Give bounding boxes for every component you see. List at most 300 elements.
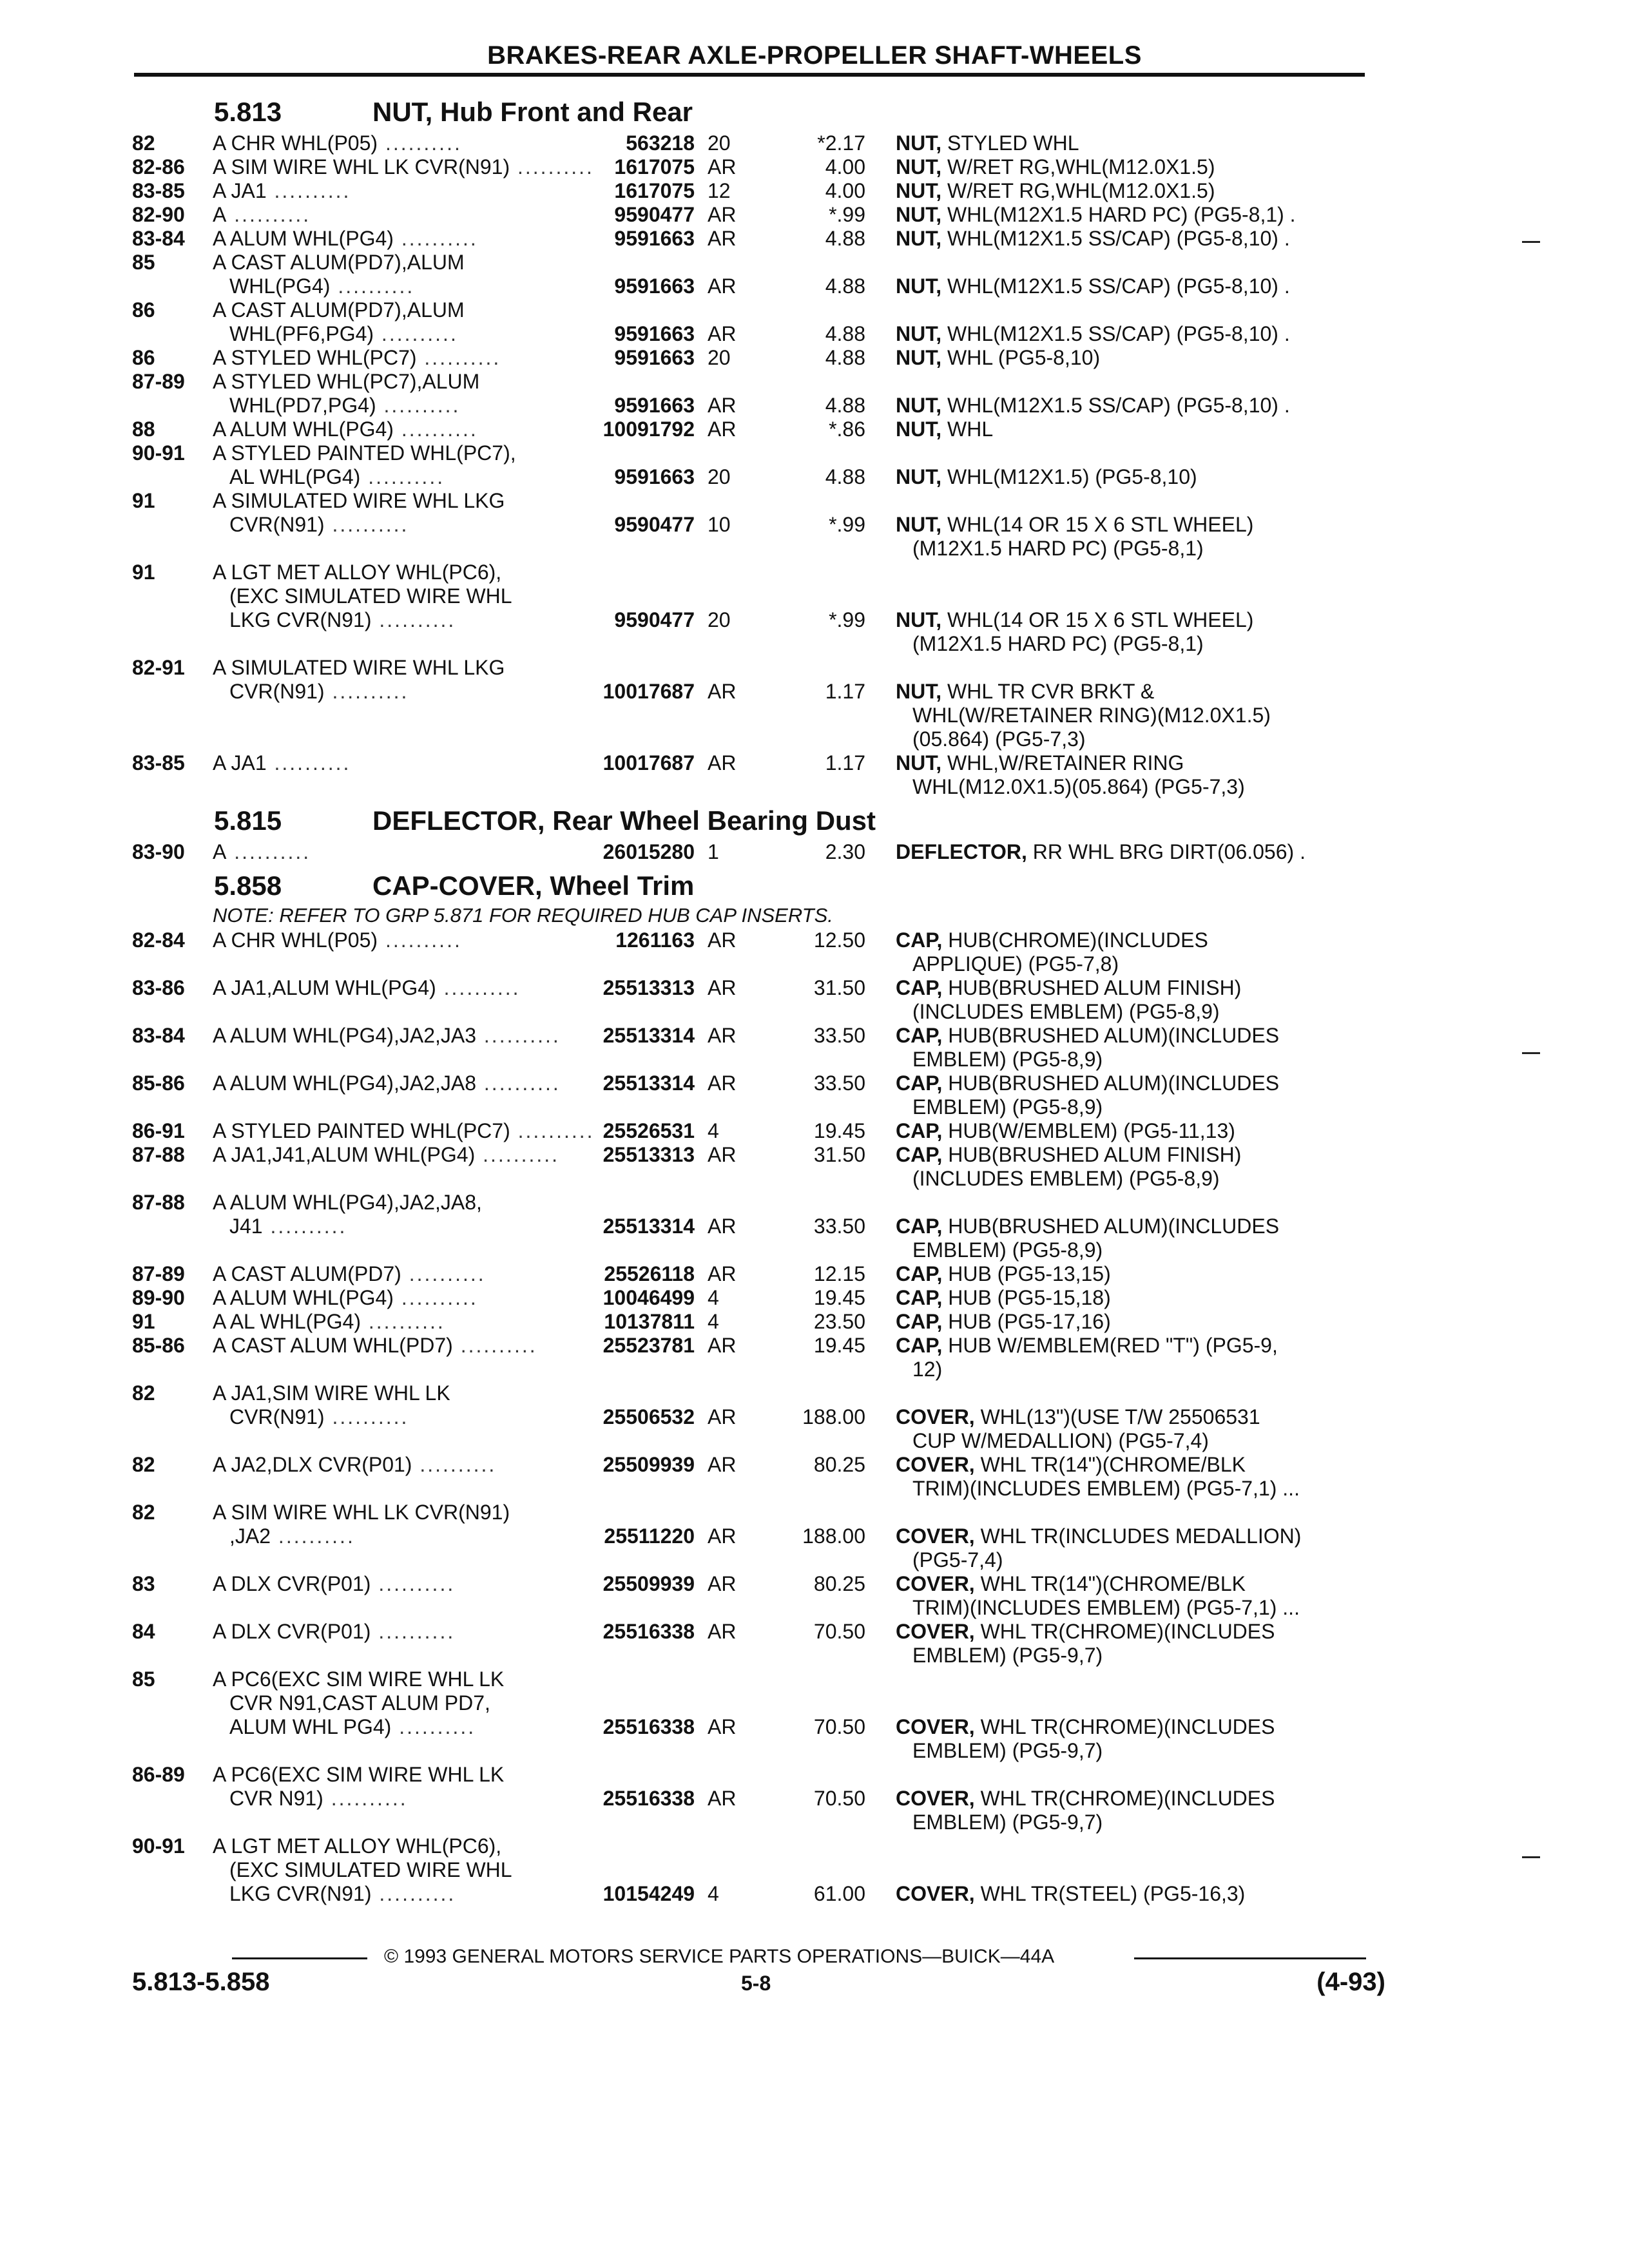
price: 19.45	[813, 1119, 865, 1142]
usage-text: A SIMULATED WIRE WHL LKG	[213, 489, 505, 512]
part-name-detail: WHL TR(14")(CHROME/BLK	[974, 1572, 1246, 1595]
price: 80.25	[813, 1572, 865, 1595]
price: 4.00	[825, 179, 865, 202]
entry-line	[0, 1048, 1629, 1072]
part-number: 9591663	[614, 274, 695, 298]
part-name	[912, 1095, 1103, 1119]
part-number: 25516338	[602, 1787, 695, 1810]
part-name-noun: NUT,	[896, 346, 942, 369]
part-name	[896, 418, 993, 441]
part-name-noun: COVER,	[896, 1787, 975, 1810]
entry-line	[0, 840, 1629, 864]
part-name	[896, 608, 1253, 632]
entry-line	[0, 1667, 1629, 1691]
part-name	[896, 465, 1197, 489]
price: 19.45	[813, 1334, 865, 1357]
section-number: 5.815	[214, 805, 282, 836]
entry-line	[0, 1787, 1629, 1811]
usage-text: A SIM WIRE WHL LK CVR(N91)	[213, 155, 510, 178]
part-entry	[0, 1501, 1629, 1572]
usage-description	[213, 489, 505, 513]
quantity: 20	[708, 346, 731, 369]
quantity: AR	[708, 274, 737, 298]
leader-dots: ..........	[271, 1524, 355, 1548]
part-name-detail: WHL TR(STEEL) (PG5-16,3)	[974, 1882, 1246, 1905]
part-name-detail: WHL TR(CHROME)(INCLUDES	[974, 1787, 1275, 1810]
entry-line	[0, 1858, 1629, 1882]
part-number: 25513314	[602, 1215, 695, 1238]
part-name-detail: W/RET RG,WHL(M12.0X1.5)	[941, 155, 1215, 178]
usage-description	[213, 1072, 561, 1095]
leader-dots: ..........	[376, 394, 461, 417]
model-years: 90-91	[132, 1834, 185, 1858]
quantity: 10	[708, 513, 731, 536]
part-name-detail: W/RET RG,WHL(M12.0X1.5)	[941, 179, 1215, 202]
footer-rule-left	[232, 1957, 367, 1959]
part-entry	[0, 1453, 1629, 1501]
part-name	[896, 1453, 1246, 1477]
quantity: AR	[708, 1453, 737, 1476]
part-name-noun: COVER,	[896, 1524, 975, 1548]
part-name	[912, 1548, 1003, 1572]
part-name-detail: HUB(BRUSHED ALUM FINISH)	[942, 1143, 1242, 1166]
usage-text: A STYLED PAINTED WHL(PC7)	[213, 1119, 510, 1142]
price: 1.17	[825, 680, 865, 703]
entry-line	[0, 584, 1629, 608]
part-entry	[0, 179, 1629, 203]
usage-description	[229, 322, 458, 346]
leader-dots: ..........	[510, 1119, 595, 1142]
part-name-detail: TRIM)(INCLUDES EMBLEM) (PG5-7,1) ...	[912, 1477, 1300, 1500]
quantity: AR	[708, 227, 737, 250]
usage-description	[213, 1572, 455, 1596]
part-name	[896, 1715, 1275, 1739]
section-header	[0, 864, 1629, 905]
entry-line	[0, 274, 1629, 298]
part-name-noun: DEFLECTOR,	[896, 840, 1027, 863]
section-title: NUT, Hub Front and Rear	[372, 97, 693, 127]
part-number: 563218	[626, 131, 695, 155]
quantity: 20	[708, 131, 731, 155]
part-name	[912, 727, 1086, 751]
usage-text: A STYLED WHL(PC7)	[213, 346, 417, 369]
entry-line	[0, 1358, 1629, 1381]
part-name	[912, 1358, 942, 1381]
part-name	[896, 680, 1154, 704]
entry-line	[0, 1143, 1629, 1167]
part-number: 26015280	[602, 840, 695, 863]
leader-dots: ..........	[371, 1882, 456, 1905]
part-name-noun: NUT,	[896, 751, 942, 774]
part-name	[912, 1596, 1300, 1620]
price: 4.88	[825, 465, 865, 488]
margin-mark	[1522, 241, 1540, 243]
part-name	[896, 1262, 1111, 1286]
price: 33.50	[813, 1072, 865, 1095]
quantity: AR	[708, 418, 737, 441]
model-years: 91	[132, 561, 155, 584]
part-number: 9590477	[614, 203, 695, 226]
model-years: 85-86	[132, 1072, 185, 1095]
part-name-detail: (M12X1.5 HARD PC) (PG5-8,1)	[912, 632, 1204, 655]
part-name-detail: WHL(W/RETAINER RING)(M12.0X1.5)	[912, 704, 1271, 727]
part-name-detail: HUB (PG5-13,15)	[942, 1262, 1111, 1285]
usage-text: A CAST ALUM(PD7),ALUM	[213, 251, 465, 274]
part-number: 9591663	[614, 465, 695, 488]
usage-text: LKG CVR(N91)	[229, 1882, 372, 1905]
usage-description	[213, 840, 311, 864]
model-years: 83-85	[132, 751, 185, 774]
part-name	[896, 840, 1306, 864]
quantity: 4	[708, 1882, 719, 1905]
entry-line	[0, 1262, 1629, 1286]
part-name-detail: WHL(M12X1.5 HARD PC) (PG5-8,1) .	[941, 203, 1296, 226]
part-entry	[0, 928, 1629, 976]
entry-line	[0, 1763, 1629, 1787]
part-name-detail: RR WHL BRG DIRT(06.056) .	[1027, 840, 1306, 863]
entry-line	[0, 227, 1629, 251]
usage-description	[213, 1620, 455, 1644]
model-years: 82	[132, 131, 155, 155]
entry-line	[0, 1453, 1629, 1477]
price: 70.50	[813, 1787, 865, 1810]
part-entry	[0, 370, 1629, 418]
usage-description	[229, 608, 456, 632]
part-name	[896, 394, 1290, 418]
usage-description	[213, 155, 594, 179]
model-years: 85	[132, 1667, 155, 1691]
usage-description	[213, 418, 478, 441]
usage-text: A CAST ALUM(PD7)	[213, 1262, 401, 1285]
part-entry	[0, 298, 1629, 346]
entry-line	[0, 1238, 1629, 1262]
usage-text: A LGT MET ALLOY WHL(PC6),	[213, 561, 502, 584]
part-entry	[0, 346, 1629, 370]
part-name-noun: CAP,	[896, 1286, 943, 1309]
part-number: 25509939	[602, 1453, 695, 1476]
leader-dots: ..........	[475, 1143, 560, 1166]
copyright-text: © 1993 GENERAL MOTORS SERVICE PARTS OPERATIONS—BUICK—44A	[384, 1946, 1055, 1967]
part-name	[896, 976, 1241, 1000]
usage-text: A STYLED WHL(PC7),ALUM	[213, 370, 480, 393]
usage-text: CVR N91)	[229, 1787, 323, 1810]
part-name-noun: COVER,	[896, 1715, 975, 1738]
price: 31.50	[813, 1143, 865, 1166]
part-entry	[0, 1024, 1629, 1072]
usage-text: LKG CVR(N91)	[229, 608, 372, 631]
part-name	[896, 1024, 1279, 1048]
price: 1.17	[825, 751, 865, 774]
model-years: 89-90	[132, 1286, 185, 1309]
part-number: 25513313	[602, 1143, 695, 1166]
entry-line	[0, 1882, 1629, 1906]
leader-dots: ..........	[393, 227, 478, 250]
entry-line	[0, 656, 1629, 680]
usage-text: WHL(PF6,PG4)	[229, 322, 374, 345]
price: 70.50	[813, 1620, 865, 1643]
entry-line	[0, 751, 1629, 775]
part-name-detail: HUB W/EMBLEM(RED "T") (PG5-9,	[942, 1334, 1278, 1357]
part-name-noun: CAP,	[896, 1215, 943, 1238]
model-years: 84	[132, 1620, 155, 1643]
usage-text: A	[213, 203, 227, 226]
usage-text: A JA1,ALUM WHL(PG4)	[213, 976, 436, 999]
entry-line	[0, 1072, 1629, 1095]
part-name-detail: WHL(M12X1.5 SS/CAP) (PG5-8,10) .	[941, 322, 1290, 345]
part-entry	[0, 656, 1629, 751]
entry-line	[0, 370, 1629, 394]
usage-text: CVR(N91)	[229, 513, 325, 536]
usage-text: A LGT MET ALLOY WHL(PC6),	[213, 1834, 502, 1858]
leader-dots: ..........	[476, 1072, 561, 1095]
leader-dots: ..........	[324, 513, 409, 536]
footer-rule-right	[1134, 1957, 1366, 1959]
entry-line	[0, 394, 1629, 418]
section-header	[0, 799, 1629, 840]
price: 4.88	[825, 346, 865, 369]
quantity: AR	[708, 394, 737, 417]
entry-line	[0, 203, 1629, 227]
leader-dots: ..........	[371, 608, 456, 631]
part-number: 9591663	[614, 227, 695, 250]
part-name-noun: NUT,	[896, 155, 942, 178]
part-name-noun: COVER,	[896, 1882, 975, 1905]
usage-text: A JA2,DLX CVR(P01)	[213, 1453, 412, 1476]
usage-text: A SIM WIRE WHL LK CVR(N91)	[213, 1501, 510, 1524]
part-number: 10017687	[602, 751, 695, 774]
usage-text: A CAST ALUM WHL(PD7)	[213, 1334, 453, 1357]
entry-line	[0, 1715, 1629, 1739]
model-years: 86-91	[132, 1119, 185, 1142]
part-name-detail: HUB(BRUSHED ALUM)(INCLUDES	[942, 1024, 1280, 1047]
usage-description	[213, 928, 462, 952]
model-years: 85-86	[132, 1334, 185, 1357]
quantity: AR	[708, 1715, 737, 1738]
part-name-noun: NUT,	[896, 394, 942, 417]
leader-dots: ..........	[226, 203, 311, 226]
quantity: AR	[708, 155, 737, 178]
part-entry	[0, 1143, 1629, 1191]
usage-description	[229, 1215, 347, 1238]
usage-text: A SIMULATED WIRE WHL LKG	[213, 656, 505, 679]
part-name-noun: COVER,	[896, 1453, 975, 1476]
part-name-detail: EMBLEM) (PG5-8,9)	[912, 1238, 1103, 1262]
price: 12.50	[813, 928, 865, 952]
part-name-detail: APPLIQUE) (PG5-7,8)	[912, 952, 1119, 975]
part-name-detail: WHL(M12X1.5 SS/CAP) (PG5-8,10) .	[941, 394, 1290, 417]
quantity: AR	[708, 1215, 737, 1238]
usage-text: A JA1	[213, 751, 267, 774]
part-name	[912, 1167, 1220, 1191]
usage-text: CVR(N91)	[229, 680, 325, 703]
entry-line	[0, 1572, 1629, 1596]
model-years: 86	[132, 346, 155, 369]
part-name-detail: HUB(BRUSHED ALUM FINISH)	[942, 976, 1242, 999]
usage-description	[213, 227, 478, 251]
model-years: 86	[132, 298, 155, 322]
part-name	[896, 1787, 1275, 1811]
usage-description	[213, 298, 465, 322]
entry-line	[0, 1620, 1629, 1644]
part-entry	[0, 155, 1629, 179]
part-name-detail: WHL TR(CHROME)(INCLUDES	[974, 1715, 1275, 1738]
leader-dots: ..........	[510, 155, 594, 178]
section-number: 5.858	[214, 870, 282, 901]
part-entry	[0, 1119, 1629, 1143]
quantity: 4	[708, 1286, 719, 1309]
entry-line	[0, 131, 1629, 155]
entry-line	[0, 704, 1629, 727]
part-name-detail: EMBLEM) (PG5-9,7)	[912, 1811, 1103, 1834]
leader-dots: ..........	[324, 1405, 409, 1428]
part-name-detail: WHL	[941, 418, 994, 441]
usage-description	[213, 1286, 478, 1310]
page-footer	[0, 1946, 1629, 1997]
part-name-noun: NUT,	[896, 131, 942, 155]
part-entry	[0, 1286, 1629, 1310]
part-name	[912, 1739, 1103, 1763]
quantity: AR	[708, 751, 737, 774]
parts-catalog	[0, 90, 1629, 1906]
part-number: 25513314	[602, 1072, 695, 1095]
price: 23.50	[813, 1310, 865, 1333]
part-name-noun: COVER,	[896, 1620, 975, 1643]
part-name-detail: WHL(M12X1.5 SS/CAP) (PG5-8,10) .	[941, 227, 1290, 250]
entry-line	[0, 322, 1629, 346]
usage-description	[229, 513, 409, 537]
section-note	[0, 905, 1629, 928]
model-years: 87-89	[132, 1262, 185, 1285]
part-number: 9591663	[614, 322, 695, 345]
usage-text: A DLX CVR(P01)	[213, 1620, 371, 1643]
entry-line	[0, 1381, 1629, 1405]
usage-text: WHL(PG4)	[229, 274, 331, 298]
part-name	[896, 274, 1290, 298]
usage-description	[213, 1834, 501, 1858]
usage-text: A ALUM WHL(PG4)	[213, 227, 394, 250]
leader-dots: ..........	[412, 1453, 497, 1476]
note-text: NOTE: REFER TO GRP 5.871 FOR REQUIRED HUB CAP INSERTS.	[213, 904, 833, 927]
part-name	[912, 952, 1119, 976]
model-years: 90-91	[132, 441, 185, 465]
leader-dots: ..........	[476, 1024, 561, 1047]
entry-line	[0, 418, 1629, 441]
usage-description	[229, 1787, 408, 1811]
part-name	[896, 1620, 1275, 1644]
usage-text: A STYLED PAINTED WHL(PC7),	[213, 441, 516, 465]
usage-text: A ALUM WHL(PG4)	[213, 1286, 394, 1309]
entry-line	[0, 441, 1629, 465]
part-entry	[0, 251, 1629, 298]
usage-description	[229, 274, 414, 298]
usage-text: (EXC SIMULATED WIRE WHL	[229, 1858, 512, 1881]
part-number: 25511220	[604, 1524, 695, 1548]
entry-line	[0, 928, 1629, 952]
usage-text: ,JA2	[229, 1524, 271, 1548]
leader-dots: ..........	[391, 1715, 476, 1738]
entry-line	[0, 155, 1629, 179]
part-name	[896, 1286, 1111, 1310]
part-number: 25513313	[602, 976, 695, 999]
part-entry	[0, 1381, 1629, 1453]
page-title: BRAKES-REAR AXLE-PROPELLER SHAFT-WHEELS	[487, 41, 1142, 70]
entry-line	[0, 1644, 1629, 1667]
part-name-detail: HUB(W/EMBLEM) (PG5-11,13)	[942, 1119, 1235, 1142]
part-name-noun: NUT,	[896, 227, 942, 250]
usage-text: A CAST ALUM(PD7),ALUM	[213, 298, 465, 322]
part-number: 9591663	[614, 394, 695, 417]
part-name-detail: HUB (PG5-17,16)	[942, 1310, 1111, 1333]
leader-dots: ..........	[452, 1334, 537, 1357]
part-name-detail: HUB(CHROME)(INCLUDES	[942, 928, 1208, 952]
part-entry	[0, 1334, 1629, 1381]
usage-description	[213, 751, 351, 775]
part-entry	[0, 976, 1629, 1024]
section-5-858	[0, 864, 1629, 1906]
quantity: AR	[708, 322, 737, 345]
price: 4.88	[825, 394, 865, 417]
model-years: 82	[132, 1381, 155, 1405]
model-years: 82	[132, 1453, 155, 1476]
part-number: 25526118	[604, 1262, 695, 1285]
part-name-detail: EMBLEM) (PG5-8,9)	[912, 1095, 1103, 1119]
part-name-detail: HUB(BRUSHED ALUM)(INCLUDES	[942, 1072, 1280, 1095]
part-name-noun: NUT,	[896, 680, 942, 703]
part-name	[912, 704, 1271, 727]
leader-dots: ..........	[361, 1310, 445, 1333]
part-name	[912, 1429, 1209, 1453]
section-title: DEFLECTOR, Rear Wheel Bearing Dust	[372, 805, 876, 836]
leader-dots: ..........	[378, 928, 462, 952]
part-entry	[0, 1262, 1629, 1286]
quantity: AR	[708, 1024, 737, 1047]
model-years: 83-85	[132, 179, 185, 202]
usage-text: A ALUM WHL(PG4),JA2,JA8	[213, 1072, 477, 1095]
leader-dots: ..........	[393, 1286, 478, 1309]
usage-description	[229, 465, 445, 489]
model-years: 83-84	[132, 227, 185, 250]
usage-description	[229, 1715, 476, 1739]
margin-mark	[1522, 1856, 1540, 1858]
part-entry	[0, 1191, 1629, 1262]
part-number: 9590477	[614, 513, 695, 536]
usage-description	[213, 1334, 537, 1358]
usage-text: ALUM WHL PG4)	[229, 1715, 392, 1738]
usage-text: A CHR WHL(P05)	[213, 928, 378, 952]
usage-description	[213, 1024, 561, 1048]
usage-description	[213, 1667, 504, 1691]
part-name-detail: (INCLUDES EMBLEM) (PG5-8,9)	[912, 1167, 1220, 1190]
part-name-noun: COVER,	[896, 1572, 975, 1595]
entry-line	[0, 1095, 1629, 1119]
usage-description	[229, 1882, 456, 1906]
usage-text: A ALUM WHL(PG4)	[213, 418, 394, 441]
entry-line	[0, 1477, 1629, 1501]
entry-line	[0, 1834, 1629, 1858]
usage-description	[213, 251, 465, 274]
price: 33.50	[813, 1024, 865, 1047]
usage-description	[229, 584, 512, 608]
usage-text: A JA1,SIM WIRE WHL LK	[213, 1381, 450, 1405]
quantity: AR	[708, 1405, 737, 1428]
part-name-noun: CAP,	[896, 976, 943, 999]
usage-description	[213, 1262, 486, 1286]
part-number: 10154249	[602, 1882, 695, 1905]
usage-text: AL WHL(PG4)	[229, 465, 361, 488]
quantity: AR	[708, 1072, 737, 1095]
model-years: 91	[132, 489, 155, 512]
entry-line	[0, 1024, 1629, 1048]
